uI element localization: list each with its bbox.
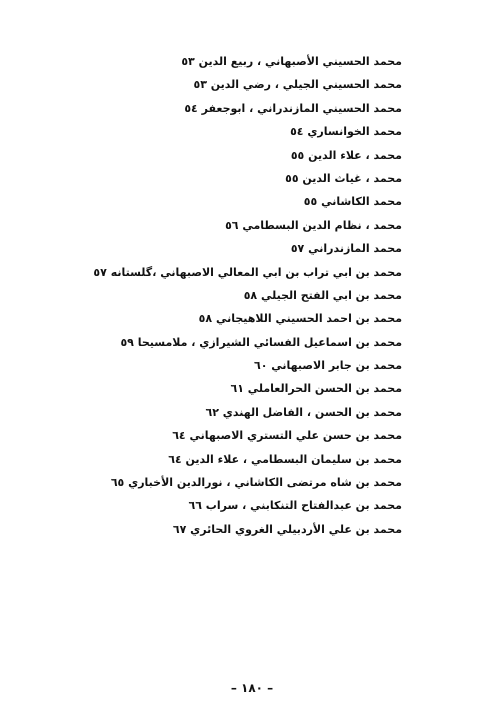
index-entry: محمد بن عبدالفتاح التنكابني ، سراب ٦٦ xyxy=(188,499,402,513)
index-entry: محمد الحسيني الجيلي ، رضي الدين ٥٣ xyxy=(193,78,402,92)
index-entry: محمد بن سليمان البسطامي ، علاء الدين ٦٤ xyxy=(168,452,402,466)
index-entry: محمد ، نظام الدين البسطامي ٥٦ xyxy=(225,218,402,232)
index-entry: محمد بن احمد الحسيني اللاهيجاني ٥٨ xyxy=(198,312,402,326)
index-entry: محمد الكاشاني ٥٥ xyxy=(303,195,402,209)
index-entry: محمد بن ابي الفتح الجيلي ٥٨ xyxy=(243,288,402,302)
index-entry: محمد بن الحسن ، الفاضل الهندي ٦٢ xyxy=(205,405,402,419)
index-entry: محمد بن جابر الاصبهاني ٦٠ xyxy=(253,359,402,373)
index-entry: محمد الحسيني الأصبهاني ، ربيع الدين ٥٣ xyxy=(181,55,402,68)
index-entry: محمد بن شاه مرتضى الكاشاني ، نورالدين الأخباري ٦٥ xyxy=(110,476,402,490)
page-number: – ١٨٠ – xyxy=(230,681,274,695)
index-entry: محمد الخوانساري ٥٤ xyxy=(290,125,402,139)
index-entry: محمد بن ابي تراب بن ابي المعالي الاصبهاني ،گلستانه ٥٧ xyxy=(93,265,402,279)
index-entry: محمد ، علاء الدين ٥٥ xyxy=(290,148,402,162)
index-entry: محمد المازندراني ٥٧ xyxy=(290,242,402,256)
name-index-list xyxy=(2,50,402,541)
index-entry: محمد ، غياث الدين ٥٥ xyxy=(285,171,402,185)
index-entry: محمد الحسيني المازندراني ، ابوجعفر ٥٤ xyxy=(184,101,402,115)
index-entry: محمد بن علي الأردبيلي الغروي الحائري ٦٧ xyxy=(172,522,402,536)
index-entry: محمد بن اسماعيل الفسائي الشيرازي ، ملامسيحا ٥٩ xyxy=(120,335,402,349)
index-entry: محمد بن الحسن الحرالعاملي ٦١ xyxy=(230,382,402,396)
index-entry: محمد بن حسن علي التستري الاصبهاني ٦٤ xyxy=(172,429,402,443)
